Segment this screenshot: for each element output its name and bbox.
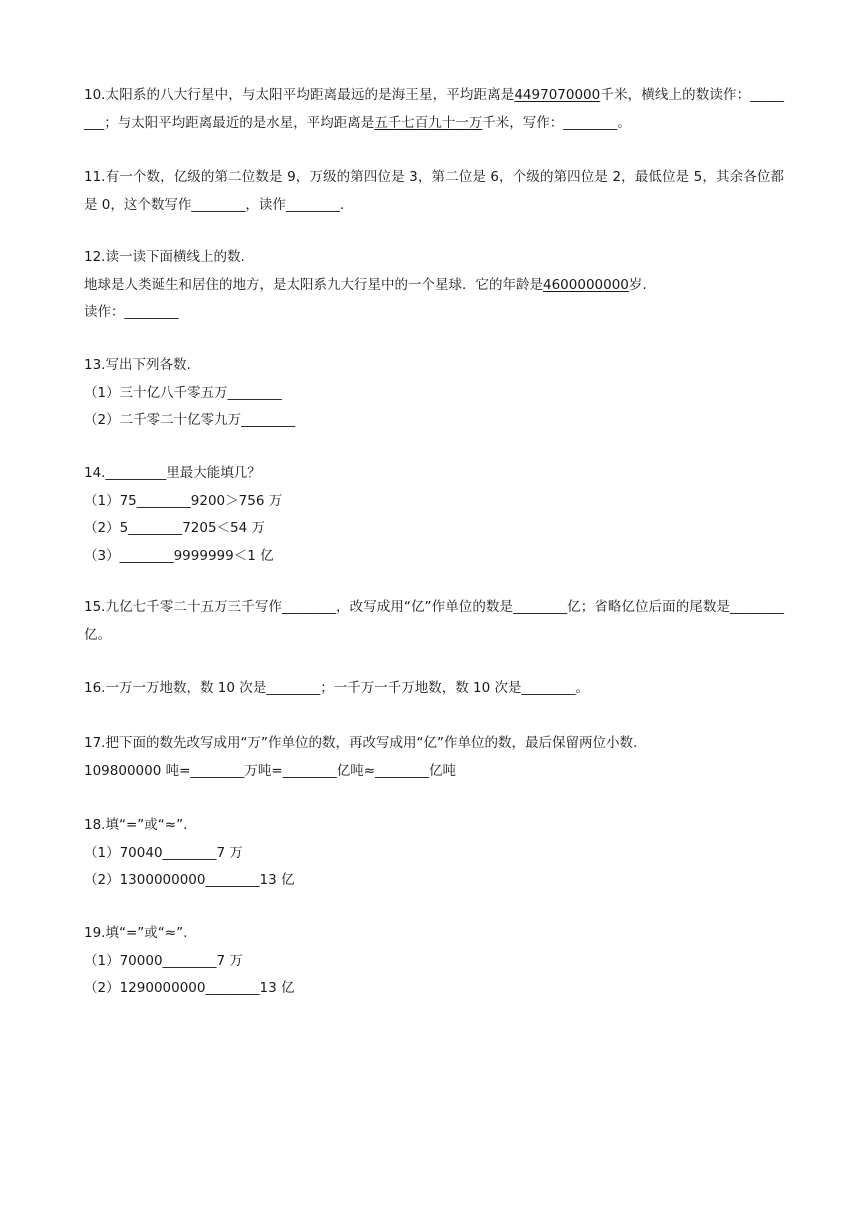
q11-text-1: 11.有一个数，亿级的第二位数是 9，万级的第四位是 3，第二位是 6，个级的第四位是 2，最低位是 5，其余各位都是 0，这个数写作	[84, 169, 784, 213]
question-15	[84, 594, 784, 649]
question-18	[84, 812, 784, 895]
q18-item-1	[84, 840, 784, 868]
q10-underlined-words: 五千七百九十一万	[374, 114, 483, 131]
q18-title: 18.填“=”或“≈”.	[84, 817, 188, 833]
question-19	[84, 920, 784, 1003]
q15-text-2: ，改写成用“亿”作单位的数是	[335, 599, 514, 615]
q10-text-2: 千米，横线上的数读作：	[600, 87, 751, 103]
q12-answer-line	[84, 299, 784, 327]
q19-item-2-blank[interactable]: ________	[205, 980, 260, 996]
q13-item-1	[84, 380, 784, 408]
q10-text-1: 10.太阳系的八大行星中，与太阳平均距离最远的是海王星，平均距离是	[84, 87, 515, 103]
q12-title: 12.读一读下面横线上的数.	[84, 249, 245, 265]
q14-number: 14.	[84, 465, 106, 481]
q12-blank[interactable]: ________	[124, 304, 179, 320]
q14-item-3-pre: （3）	[84, 547, 120, 564]
q16-text-2: ；一千万一千万地数，数 10 次是	[320, 680, 522, 696]
q19-item-1	[84, 948, 784, 976]
q17-blank-3[interactable]: ________	[375, 762, 430, 779]
q14-item-2-post: 7205＜54 万	[182, 520, 266, 536]
q10-underlined-number: 4497070000	[514, 87, 601, 103]
q14-item-2-pre: （2）5	[84, 520, 129, 536]
q17-blank-2[interactable]: ________	[282, 762, 337, 779]
q19-item-2-post: 13 亿	[259, 980, 295, 996]
q15-text-4: 亿。	[84, 626, 111, 643]
q17-text-1: 109800000 吨=	[84, 762, 191, 779]
q19-item-2-pre: （2）1290000000	[84, 980, 206, 996]
q14-item-2	[84, 515, 784, 543]
q10-text-4: 千米，写作：	[482, 114, 564, 131]
question-14	[84, 460, 784, 570]
q14-item-3	[84, 543, 784, 571]
question-12	[84, 244, 784, 327]
q10-blank-read[interactable]: ________	[84, 87, 784, 131]
q12-text-1: 地球是人类诞生和居住的地方，是太阳系九大行星中的一个星球．它的年龄是	[84, 276, 543, 293]
q12-read-label: 读作：	[84, 304, 125, 320]
q13-item-2	[84, 407, 784, 435]
q10-text-5: 。	[617, 114, 631, 131]
q17-text-2: 万吨=	[244, 762, 283, 779]
question-10	[84, 82, 784, 137]
q17-blank-1[interactable]: ________	[190, 762, 245, 779]
q14-item-2-blank[interactable]: ________	[128, 520, 183, 536]
q18-item-2	[84, 867, 784, 895]
q17-body	[84, 758, 784, 786]
q19-item-1-post: 7 万	[216, 952, 243, 969]
q11-blank-write[interactable]: ________	[191, 196, 246, 213]
q13-item-2-text: （2）二千零二十亿零九万	[84, 412, 242, 428]
q16-blank-2[interactable]: ________	[521, 680, 576, 696]
q18-item-1-blank[interactable]: ________	[162, 844, 217, 861]
q10-blank-write[interactable]: ________	[563, 114, 618, 131]
q14-item-3-post: 9999999＜1 亿	[173, 547, 274, 564]
q10-text-3: ；与太阳平均距离最近的是水星，平均距离是	[104, 114, 375, 131]
q14-item-3-blank[interactable]: ________	[119, 547, 174, 564]
q18-item-2-pre: （2）1300000000	[84, 872, 206, 888]
q16-text-3: 。	[575, 680, 589, 696]
q18-item-2-blank[interactable]: ________	[205, 872, 260, 888]
q18-item-1-pre: （1）70040	[84, 844, 163, 861]
q17-title: 17.把下面的数先改写成用“万”作单位的数，再改写成用“亿”作单位的数，最后保留两位小数.	[84, 735, 638, 751]
question-11	[84, 164, 784, 219]
q14-item-1-post: 9200＞756 万	[190, 492, 283, 509]
q18-item-1-post: 7 万	[216, 844, 243, 861]
q19-item-2	[84, 975, 784, 1003]
q13-item-2-blank[interactable]: ________	[241, 412, 296, 428]
q14-title-blank: _________	[105, 465, 167, 481]
q16-text-1: 16.一万一万地数，数 10 次是	[84, 680, 267, 696]
q13-title: 13.写出下列各数.	[84, 357, 191, 373]
q15-blank-1[interactable]: ________	[281, 599, 336, 615]
q15-text-1: 15.九亿七千零二十五万三千写作	[84, 599, 282, 615]
q15-blank-3[interactable]: ________	[730, 599, 784, 615]
question-16	[84, 675, 784, 703]
q16-blank-1[interactable]: ________	[266, 680, 321, 696]
question-17	[84, 730, 784, 785]
q17-text-4: 亿吨	[429, 762, 457, 779]
q19-item-1-pre: （1）70000	[84, 952, 163, 969]
q19-title: 19.填“=”或“≈”.	[84, 925, 188, 941]
q15-text-3: 亿；省略亿位后面的尾数是	[567, 599, 730, 615]
q13-item-1-text: （1）三十亿八千零五万	[84, 384, 228, 401]
q19-item-1-blank[interactable]: ________	[162, 952, 217, 969]
q14-item-1-pre: （1）75	[84, 492, 137, 509]
q12-body	[84, 272, 784, 300]
q11-text-3: .	[339, 196, 345, 213]
q12-text-2: 岁.	[628, 276, 647, 293]
q14-title-text: 里最大能填几？	[166, 465, 261, 481]
q14-item-1-blank[interactable]: ________	[136, 492, 191, 509]
q12-underlined-number: 4600000000	[543, 276, 629, 293]
question-13	[84, 352, 784, 435]
q14-item-1	[84, 488, 784, 516]
q11-blank-read[interactable]: ________	[285, 196, 340, 213]
q15-blank-2[interactable]: ________	[513, 599, 568, 615]
q11-text-2: ，读作	[245, 196, 286, 213]
q14-title	[84, 460, 784, 488]
q18-item-2-post: 13 亿	[259, 872, 295, 888]
q17-text-3: 亿吨≈	[336, 762, 376, 779]
q13-item-1-blank[interactable]: ________	[227, 384, 282, 401]
